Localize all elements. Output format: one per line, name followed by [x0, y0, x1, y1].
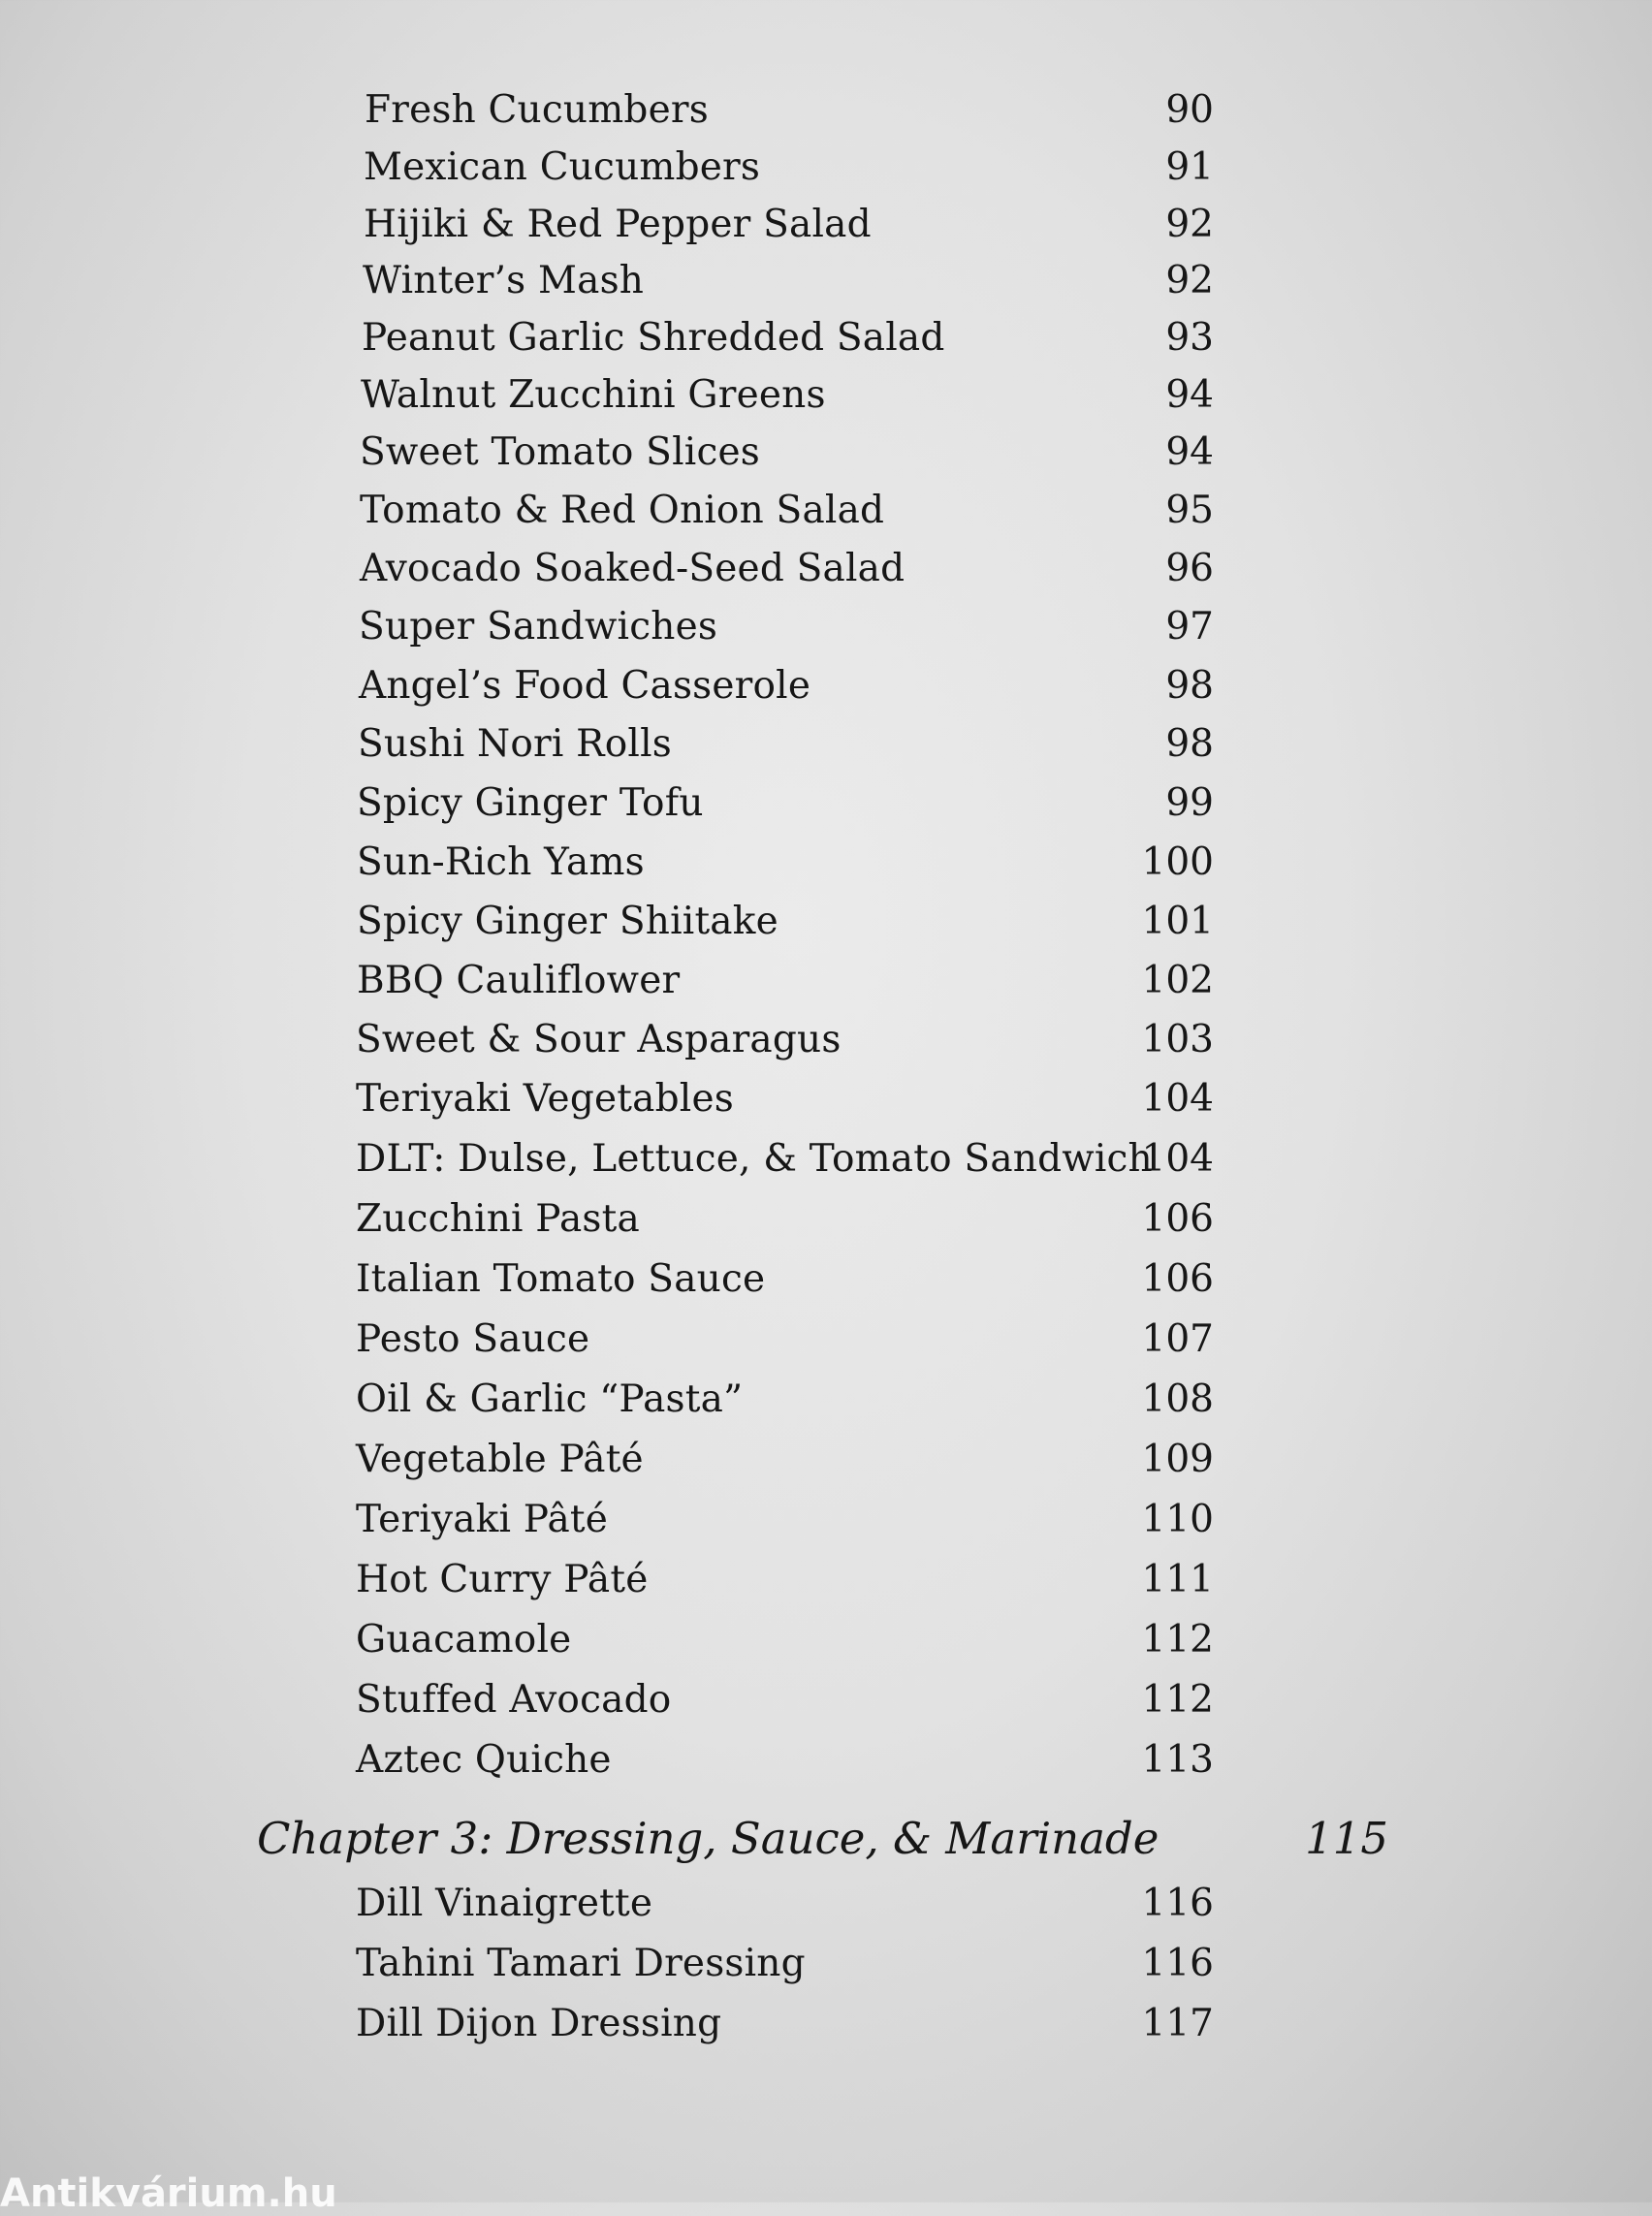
entry-title: Avocado Soaked-Seed Salad — [360, 547, 905, 590]
entry-title: Dill Vinaigrette — [356, 1882, 653, 1925]
entry-title: Guacamole — [356, 1618, 572, 1662]
toc-entry — [0, 1731, 1652, 1789]
toc-entry — [0, 893, 1652, 951]
toc-entry — [0, 1011, 1652, 1069]
entry-page-number: 104 — [1141, 1077, 1214, 1121]
entry-page-number: 100 — [1141, 840, 1214, 884]
entry-page-number: 113 — [1141, 1738, 1214, 1782]
entry-title: Fresh Cucumbers — [365, 88, 709, 132]
entry-title: Hot Curry Pâté — [356, 1558, 649, 1601]
entry-title: Tomato & Red Onion Salad — [360, 489, 885, 532]
entry-page-number: 94 — [1165, 430, 1214, 474]
entry-page-number: 99 — [1165, 781, 1214, 825]
entry-page-number: 96 — [1165, 547, 1214, 590]
entry-page-number: 116 — [1141, 1882, 1214, 1925]
entry-page-number: 98 — [1165, 722, 1214, 766]
entry-page-number: 106 — [1141, 1197, 1214, 1241]
entry-title: Sweet Tomato Slices — [360, 430, 760, 474]
toc-entry — [0, 657, 1652, 715]
entry-title: Spicy Ginger Tofu — [357, 781, 704, 825]
entry-page-number: 116 — [1141, 1942, 1214, 1985]
entry-title: BBQ Cauliflower — [357, 959, 681, 1002]
entry-page-number: 112 — [1141, 1618, 1214, 1662]
entry-page-number: 110 — [1141, 1498, 1214, 1541]
entry-title: Oil & Garlic “Pasta” — [356, 1377, 744, 1421]
entry-title: Sushi Nori Rolls — [358, 722, 672, 766]
toc-entry — [0, 952, 1652, 1010]
entry-title: Peanut Garlic Shredded Salad — [362, 316, 945, 360]
entry-page-number: 97 — [1165, 605, 1214, 649]
toc-entry — [0, 715, 1652, 774]
entry-page-number: 92 — [1165, 259, 1214, 302]
entry-page-number: 112 — [1141, 1678, 1214, 1722]
toc-entry — [0, 139, 1652, 197]
entry-title: Mexican Cucumbers — [364, 145, 761, 189]
entry-page-number: 93 — [1165, 316, 1214, 360]
entry-title: Stuffed Avocado — [356, 1678, 672, 1722]
toc-entry — [0, 1611, 1652, 1669]
entry-title: Angel’s Food Casserole — [359, 664, 811, 708]
entry-page-number: 92 — [1165, 203, 1214, 246]
entry-title: Teriyaki Pâté — [356, 1498, 609, 1541]
toc-entry — [0, 309, 1652, 367]
entry-title: Hijiki & Red Pepper Salad — [364, 203, 872, 246]
entry-title: Walnut Zucchini Greens — [361, 373, 826, 417]
chapter-title: Chapter 3: Dressing, Sauce, & Marinade — [257, 1813, 1160, 1864]
toc-entry — [0, 598, 1652, 656]
entry-page-number: 98 — [1165, 664, 1214, 708]
entry-page-number: 103 — [1141, 1018, 1214, 1061]
entry-page-number: 90 — [1165, 88, 1214, 132]
entry-page-number: 94 — [1165, 373, 1214, 417]
entry-title: Teriyaki Vegetables — [356, 1077, 734, 1121]
entry-title: Vegetable Pâté — [356, 1438, 644, 1481]
toc-entry — [0, 1671, 1652, 1729]
toc-entry — [0, 540, 1652, 598]
toc-entry — [0, 81, 1652, 140]
toc-entry — [0, 1491, 1652, 1549]
toc-entry — [0, 424, 1652, 482]
watermark-text: Antikvárium.hu — [0, 2171, 337, 2216]
entry-title: DLT: Dulse, Lettuce, & Tomato Sandwich — [356, 1137, 1153, 1181]
entry-title: Italian Tomato Sauce — [356, 1257, 766, 1301]
toc-entry — [0, 1130, 1652, 1188]
toc-entry — [0, 482, 1652, 540]
entry-title: Zucchini Pasta — [356, 1197, 640, 1241]
toc-entry — [0, 1311, 1652, 1369]
entry-page-number: 101 — [1141, 900, 1214, 943]
toc-entry — [0, 1190, 1652, 1249]
entry-page-number: 117 — [1141, 2002, 1214, 2045]
entry-title: Super Sandwiches — [359, 605, 718, 649]
entry-page-number: 106 — [1141, 1257, 1214, 1301]
entry-title: Tahini Tamari Dressing — [356, 1942, 806, 1985]
toc-entry — [0, 366, 1652, 425]
toc-entry — [0, 196, 1652, 254]
entry-title: Spicy Ginger Shiitake — [357, 900, 778, 943]
toc-entry — [0, 1551, 1652, 1609]
entry-page-number: 111 — [1141, 1558, 1214, 1601]
entry-title: Winter’s Mash — [363, 259, 645, 302]
toc-entry — [0, 1995, 1652, 2053]
toc-entry — [0, 1935, 1652, 1993]
toc-entry — [0, 775, 1652, 833]
toc-entry — [0, 1431, 1652, 1489]
entry-page-number: 102 — [1141, 959, 1214, 1002]
entry-title: Sun-Rich Yams — [357, 840, 645, 884]
entry-page-number: 108 — [1141, 1377, 1214, 1421]
toc-entry — [0, 1371, 1652, 1429]
entry-title: Pesto Sauce — [356, 1317, 590, 1361]
entry-page-number: 95 — [1165, 489, 1214, 532]
chapter-heading — [0, 1805, 1652, 1873]
entry-title: Dill Dijon Dressing — [356, 2002, 722, 2045]
toc-entry — [0, 834, 1652, 892]
entry-page-number: 91 — [1165, 145, 1214, 189]
entry-title: Sweet & Sour Asparagus — [356, 1018, 842, 1061]
toc-entry — [0, 1250, 1652, 1309]
toc-entry — [0, 252, 1652, 310]
chapter-page-number: 115 — [1305, 1813, 1388, 1864]
entry-page-number: 104 — [1141, 1137, 1214, 1181]
toc-entry — [0, 1875, 1652, 1933]
entry-title: Aztec Quiche — [356, 1738, 612, 1782]
entry-page-number: 109 — [1141, 1438, 1214, 1481]
entry-page-number: 107 — [1141, 1317, 1214, 1361]
toc-entry — [0, 1070, 1652, 1128]
